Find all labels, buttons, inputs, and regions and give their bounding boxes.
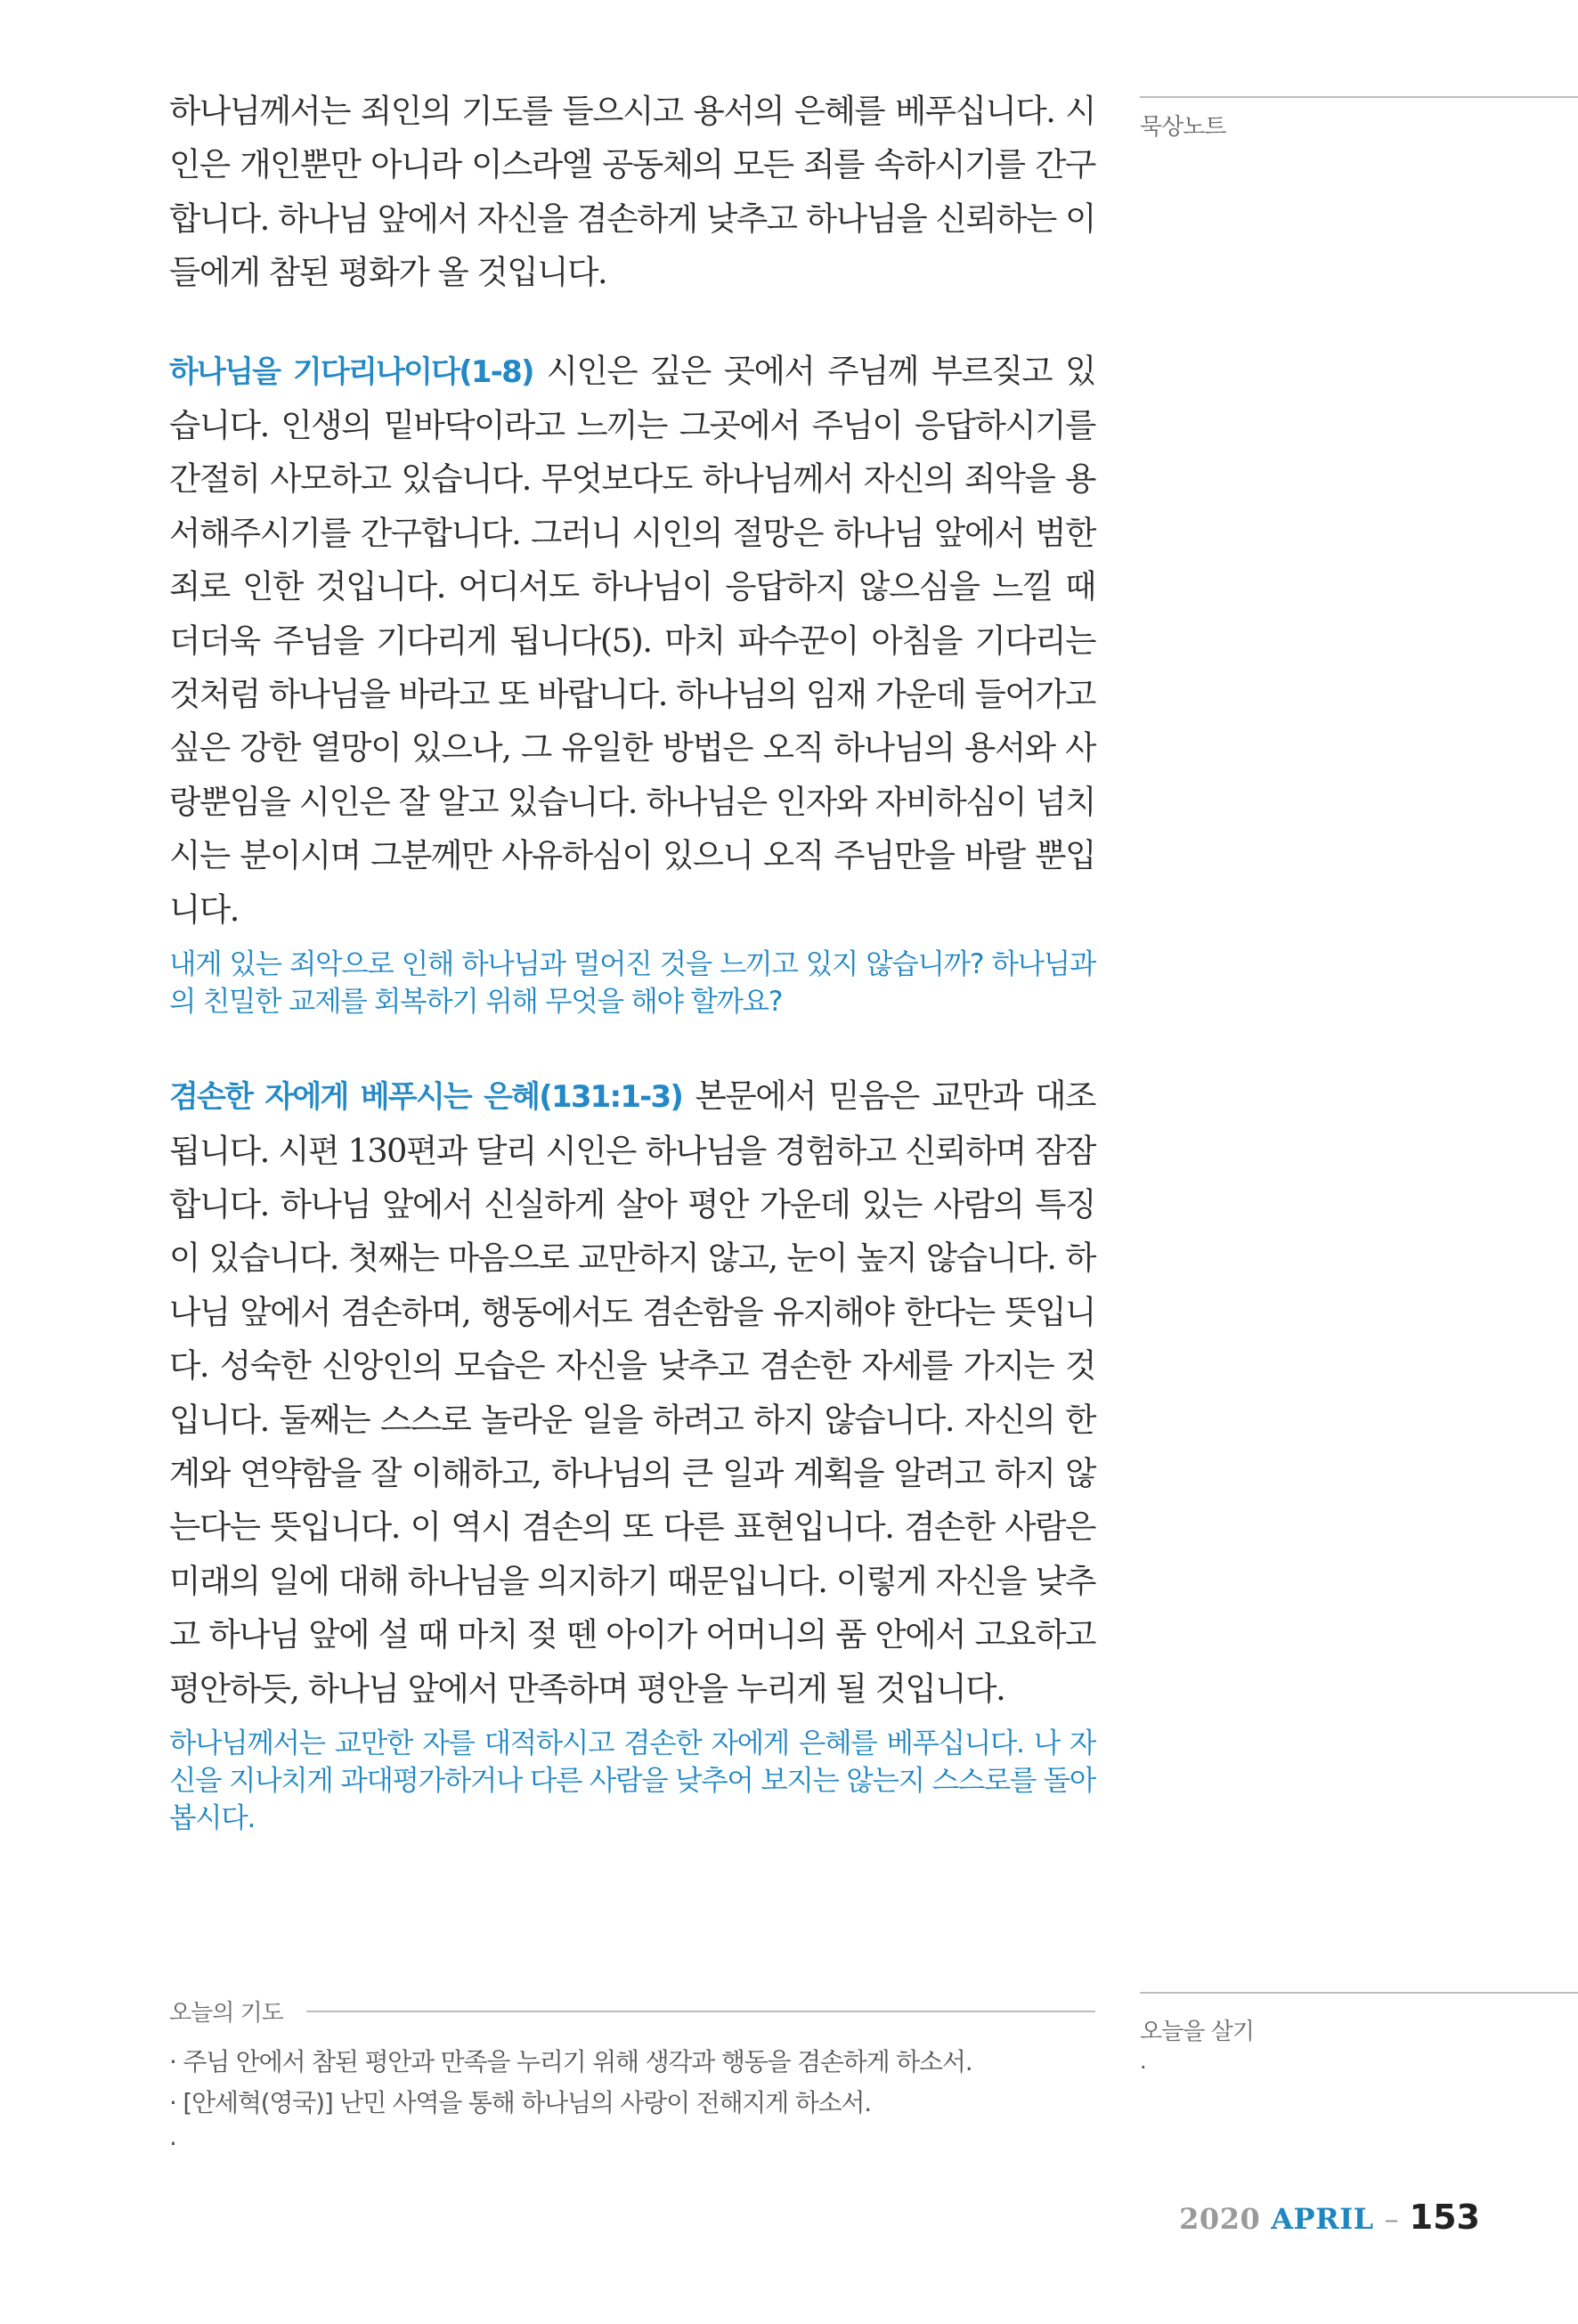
today-living-label: 오늘을 살기 [1140, 2019, 1254, 2045]
section-2-heading: 겸손한 자에게 베푸시는 은혜(131:1-3) [169, 1079, 683, 1116]
meditation-notes-panel [1140, 96, 1578, 142]
today-living-panel [1140, 1992, 1578, 2080]
prayer-list [169, 2042, 1095, 2165]
page-number: 153 [1409, 2198, 1480, 2237]
section-2-body: 본문에서 믿음은 교만과 대조됩니다. 시편 130편과 달리 시인은 하나님을 경험하고 신뢰하며 잠잠합니다. 하나님 앞에서 신실하게 살아 평안 가운데 있는 사람의 특징이 있습니다. 첫째는 마음으로 교만하지 않고, 눈이 높지 않습니다. 하나님 앞에서 겸손하며, 행동에서도 겸손함을 유지해야 한다는 뜻입니다. 성숙한 신앙인의 모습은 자신을 낮추고 겸손한 자세를 가지는 것입니다. 둘째는 스스로 놀라운 일을 하려고 하지 않습니다. 자신의 한계와 연약함을 잘 이해하고, 하나님의 큰 일과 계획을 알려고 하지 않는다는 뜻입니다. 이 역시 겸손의 또 다른 표현입니다. 겸손한 사람은 미래의 일에 대해 하나님을 의지하기 때문입니다. 이렇게 자신을 낮추고 하나님 앞에 설 때 마치 젖 뗀 아이가 어머니의 품 안에서 고요하고 평안하듯, 하나님 앞에서 만족하며 평안을 누리게 될 것입니다. [169, 1077, 1095, 1708]
divider [1140, 96, 1578, 98]
footer-year: 2020 [1179, 2202, 1261, 2236]
prayer-item: · [169, 2129, 176, 2158]
section-1-paragraph [169, 345, 1095, 937]
divider [306, 2011, 1095, 2012]
today-living-bullet: · [1140, 2055, 1147, 2080]
prayer-header [169, 1995, 1095, 2027]
page-footer [1179, 2198, 1480, 2237]
prayer-title: 오늘의 기도 [169, 2000, 283, 2027]
intro-paragraph: 하나님께서는 죄인의 기도를 들으시고 용서의 은혜를 베푸십니다. 시인은 개인뿐만 아니라 이스라엘 공동체의 모든 죄를 속하시기를 간구합니다. 하나님 앞에서 자신을 겸손하게 낮추고 하나님을 신뢰하는 이들에게 참된 평화가 올 것입니다. [169, 92, 1095, 292]
section-1-heading: 하나님을 기다리나이다(1-8) [169, 353, 533, 390]
prayer-item: · [안세혁(영국)] 난민 사역을 통해 하나님의 사랑이 전해지게 하소서. [169, 2088, 871, 2117]
footer-dash: – [1384, 2202, 1399, 2236]
footer-month: APRIL [1271, 2202, 1374, 2236]
prayer-item: · 주님 안에서 참된 평안과 만족을 누리기 위해 생각과 행동을 겸손하게 하소서. [169, 2047, 972, 2076]
todays-prayer-section [169, 1995, 1095, 2165]
meditation-notes-label: 묵상노트 [1140, 114, 1226, 141]
section-1-body: 시인은 깊은 곳에서 주님께 부르짖고 있습니다. 인생의 밑바닥이라고 느끼는 그곳에서 주님이 응답하시기를 간절히 사모하고 있습니다. 무엇보다도 하나님께서 자신의 죄악을 용서해주시기를 간구합니다. 그러니 시인의 절망은 하나님 앞에서 범한 죄로 인한 것입니다. 어디서도 하나님이 응답하지 않으심을 느낄 때 더더욱 주님을 기다리게 됩니다(5). 마치 파수꾼이 아침을 기다리는 것처럼 하나님을 바라고 또 바랍니다. 하나님의 임재 가운데 들어가고 싶은 강한 열망이 있으나, 그 유일한 방법은 오직 하나님의 용서와 사랑뿐임을 시인은 잘 알고 있습니다. 하나님은 인자와 자비하심이 넘치시는 분이시며 그분께만 사유하심이 있으니 오직 주님만을 바랄 뿐입니다. [169, 351, 1095, 929]
section-2-question: 하나님께서는 교만한 자를 대적하시고 겸손한 자에게 은혜를 베푸십니다. 나 자신을 지나치게 과대평가하거나 다른 사람을 낮추어 보지는 않는지 스스로를 돌아봅시다. [169, 1727, 1095, 1834]
section-2-paragraph [169, 1069, 1095, 1716]
main-content [169, 85, 1095, 1837]
section-1-question: 내게 있는 죄악으로 인해 하나님과 멀어진 것을 느끼고 있지 않습니까? 하나님과의 친밀한 교제를 회복하기 위해 무엇을 해야 할까요? [169, 948, 1095, 1019]
divider [1140, 1992, 1578, 1994]
